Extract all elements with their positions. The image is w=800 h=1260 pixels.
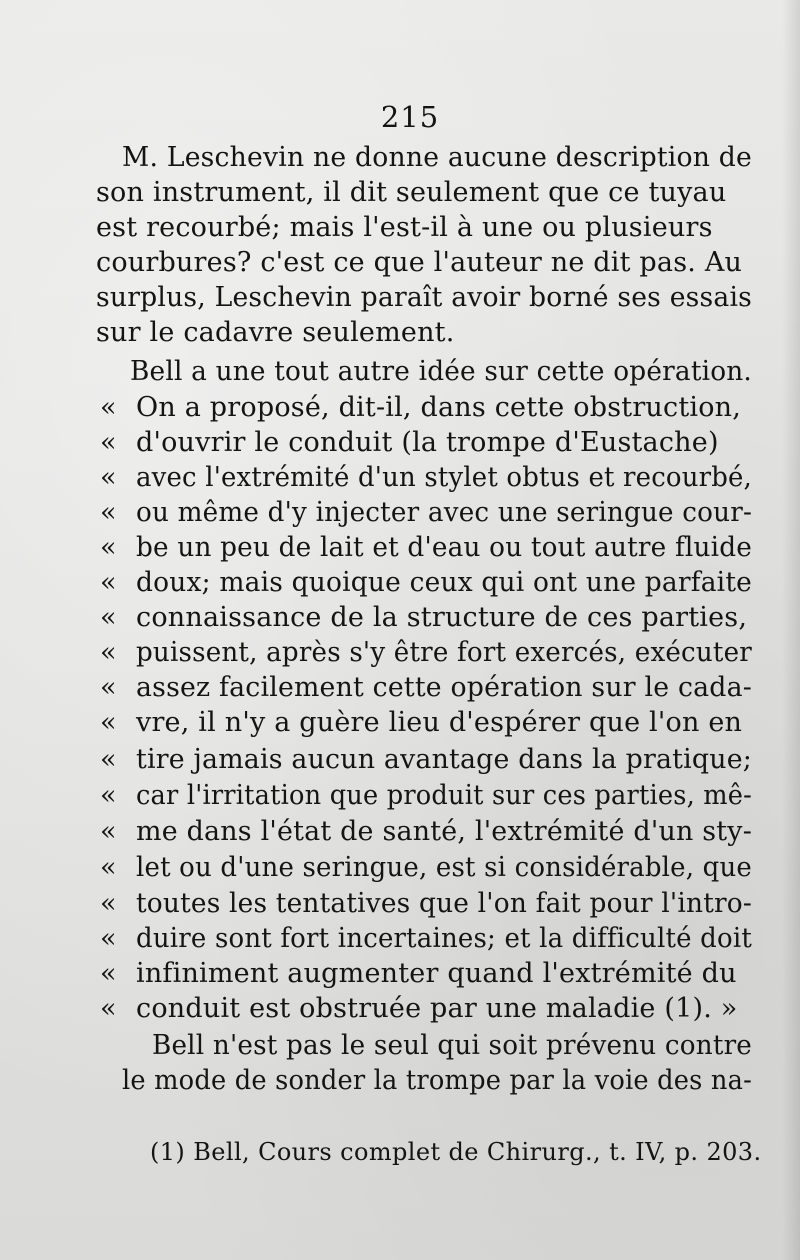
- quoted-line: [0, 742, 800, 778]
- line-text: infiniment augmenter quand l'extrémité du: [136, 958, 737, 989]
- quoted-line: [0, 886, 800, 922]
- line-text: vre, il n'y a guère lieu d'espérer que l'on en: [136, 707, 743, 738]
- line-text: assez facilement cette opération sur le cada-: [136, 672, 752, 703]
- line-text: conduit est obstruée par une maladie (1). »: [136, 993, 738, 1024]
- footnote: (1) Bell, Cours complet de Chirurg., t. IV, p. 203.: [150, 1138, 762, 1166]
- page-number: 215: [380, 100, 440, 134]
- quote-mark: «: [100, 497, 117, 528]
- line-text: est recourbé; mais l'est-il à une ou plusieurs: [96, 212, 713, 243]
- text-line: [0, 175, 800, 211]
- quoted-line: [0, 705, 800, 741]
- line-text: courbures? c'est ce que l'auteur ne dit pas. Au: [96, 247, 743, 278]
- line-text: me dans l'état de santé, l'extrémité d'un sty-: [136, 816, 752, 847]
- text-line: [0, 354, 800, 390]
- quoted-line: [0, 670, 800, 706]
- quoted-line: [0, 495, 800, 531]
- text-line: [0, 1028, 800, 1064]
- line-text: On a proposé, dit-il, dans cette obstruction,: [136, 392, 742, 423]
- quote-mark: «: [100, 427, 117, 458]
- line-text: sur le cadavre seulement.: [96, 317, 455, 348]
- quote-mark: «: [100, 958, 117, 989]
- quote-mark: «: [100, 462, 117, 493]
- quoted-line: [0, 991, 800, 1027]
- line-text: car l'irritation que produit sur ces parties, mê-: [136, 780, 752, 811]
- text-line: [0, 140, 800, 176]
- line-text: tire jamais aucun avantage dans la pratique;: [136, 744, 752, 775]
- quote-mark: «: [100, 744, 117, 775]
- quote-mark: «: [100, 707, 117, 738]
- quote-mark: «: [100, 888, 117, 919]
- line-text: Bell a une tout autre idée sur cette opération.: [130, 356, 753, 387]
- text-line: [0, 245, 800, 281]
- quoted-line: [0, 600, 800, 636]
- quote-mark: «: [100, 816, 117, 847]
- line-text: son instrument, il dit seulement que ce tuyau: [96, 177, 727, 208]
- line-text: surplus, Leschevin paraît avoir borné ses essais: [96, 282, 753, 313]
- quoted-line: [0, 956, 800, 992]
- line-text: be un peu de lait et d'eau ou tout autre fluide: [136, 532, 753, 563]
- line-text: connaissance de la structure de ces parties,: [136, 602, 748, 633]
- quoted-line: [0, 425, 800, 461]
- quote-mark: «: [100, 637, 117, 668]
- quote-mark: «: [100, 602, 117, 633]
- line-text: le mode de sonder la trompe par la voie des na-: [122, 1065, 752, 1096]
- quote-mark: «: [100, 780, 117, 811]
- text-line: [0, 280, 800, 316]
- quote-mark: «: [100, 567, 117, 598]
- quote-mark: «: [100, 392, 117, 423]
- quoted-line: [0, 778, 800, 814]
- quoted-line: [0, 814, 800, 850]
- quote-mark: «: [100, 852, 117, 883]
- line-text: doux; mais quoique ceux qui ont une parfaite: [136, 567, 753, 598]
- line-text: M. Leschevin ne donne aucune description de: [122, 142, 752, 173]
- quoted-line: [0, 635, 800, 671]
- text-line: [0, 1063, 800, 1099]
- quoted-line: [0, 390, 800, 426]
- quote-mark: «: [100, 923, 117, 954]
- line-text: Bell n'est pas le seul qui soit prévenu contre: [152, 1030, 753, 1061]
- text-line: [0, 210, 800, 246]
- quote-mark: «: [100, 532, 117, 563]
- quote-mark: «: [100, 672, 117, 703]
- text-line: [0, 315, 800, 351]
- quoted-line: [0, 530, 800, 566]
- line-text: ou même d'y injecter avec une seringue cour-: [136, 497, 753, 528]
- line-text: toutes les tentatives que l'on fait pour l'intro-: [136, 888, 753, 919]
- line-text: duire sont fort incertaines; et la difficulté doit: [136, 923, 753, 954]
- line-text: d'ouvrir le conduit (la trompe d'Eustache): [136, 427, 719, 458]
- line-text: puissent, après s'y être fort exercés, exécuter: [136, 637, 752, 668]
- line-text: let ou d'une seringue, est si considérable, que: [136, 852, 753, 883]
- quoted-line: [0, 921, 800, 957]
- quote-mark: «: [100, 993, 117, 1024]
- quoted-line: [0, 565, 800, 601]
- line-text: avec l'extrémité d'un stylet obtus et recourbé,: [136, 462, 752, 493]
- quoted-line: [0, 850, 800, 886]
- quoted-line: [0, 460, 800, 496]
